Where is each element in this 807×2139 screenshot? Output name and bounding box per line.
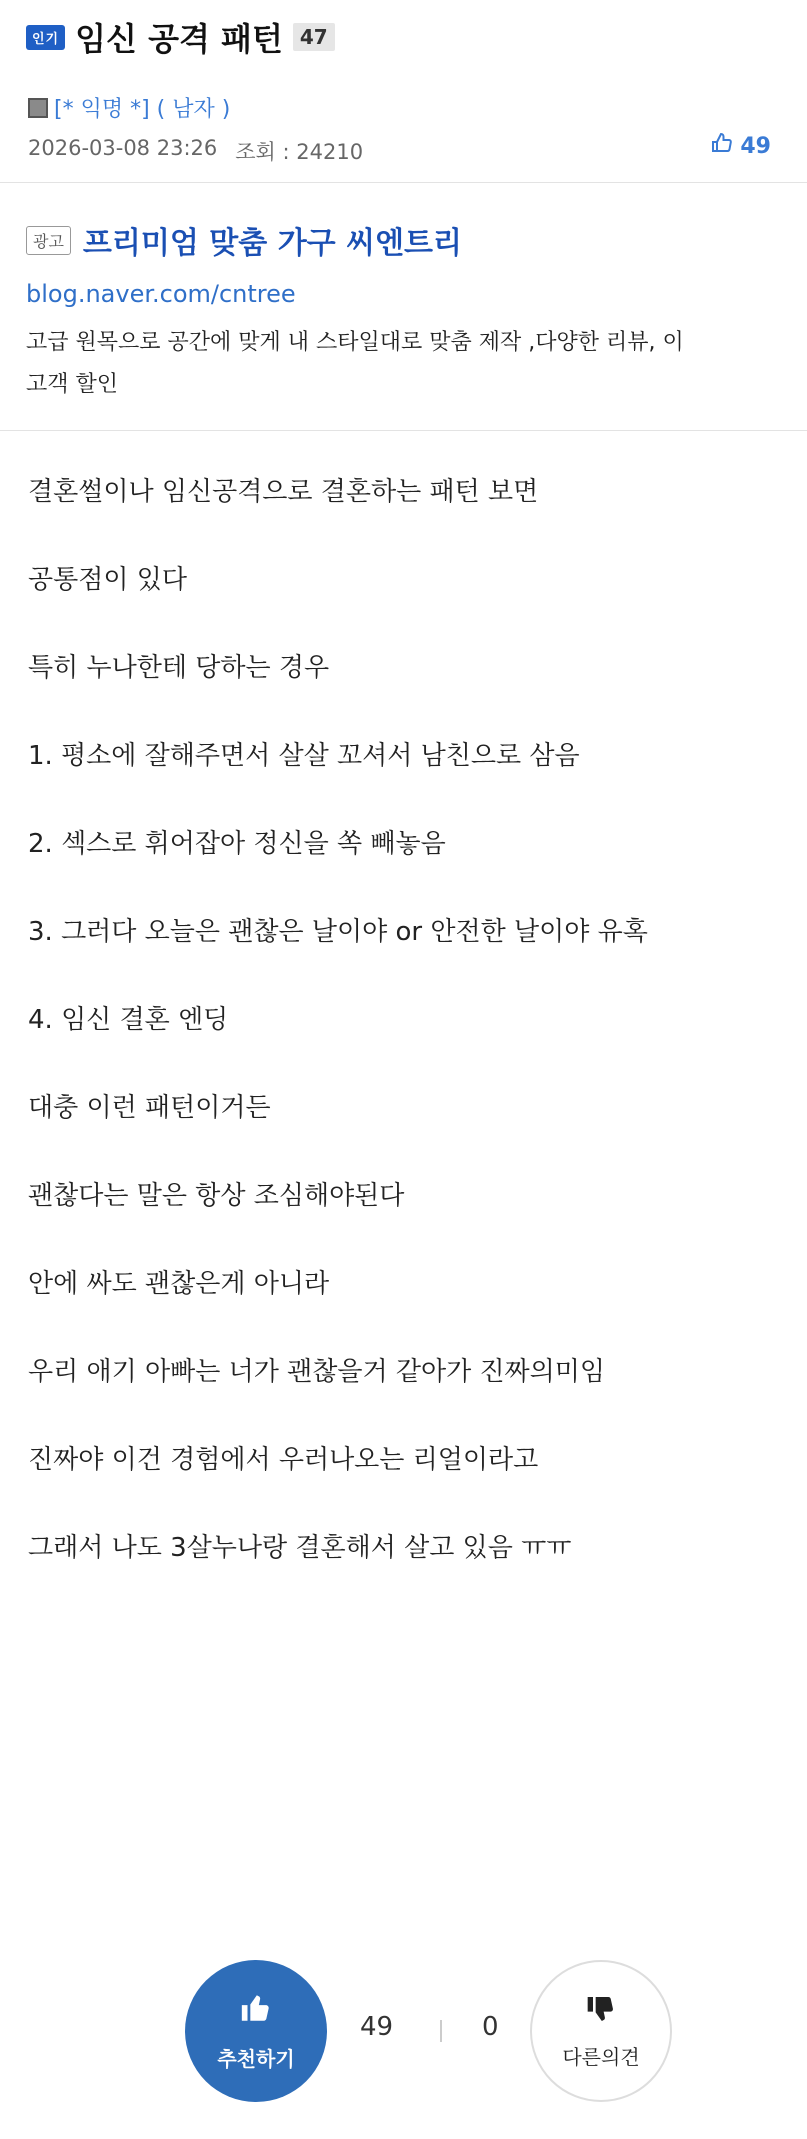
thumbs-up-outline-icon xyxy=(710,131,734,161)
ad-description-line: 고급 원목으로 공간에 맞게 내 스타일대로 맞춤 제작 ,다양한 리뷰, 이 xyxy=(26,330,684,355)
ad-title-link[interactable]: 프리미엄 맞춤 가구 씨엔트리 xyxy=(82,226,463,261)
thumbs-up-icon xyxy=(238,1991,274,2029)
content-paragraph: 우리 애기 아빠는 너가 괜찮을거 같아가 진짜의미임 xyxy=(28,1357,606,1387)
like-summary[interactable] xyxy=(710,131,771,161)
view-count: 조회 : 24210 xyxy=(235,140,364,164)
disagree-label: 다른의견 xyxy=(562,2044,640,2069)
disagree-button[interactable] xyxy=(530,1960,672,2102)
vote-divider xyxy=(440,2020,442,2042)
post-title: 임신 공격 패턴 xyxy=(75,20,283,58)
content-paragraph: 괜찮다는 말은 항상 조심해야된다 xyxy=(28,1181,405,1211)
like-count: 49 xyxy=(740,133,771,159)
content-paragraph: 결혼썰이나 임신공격으로 결혼하는 패턴 보면 xyxy=(28,477,539,507)
post-date: 2026-03-08 23:26 xyxy=(28,136,218,160)
hot-badge: 인기 xyxy=(26,25,65,50)
content-paragraph: 공통점이 있다 xyxy=(28,565,187,595)
recommend-label: 추천하기 xyxy=(217,2046,295,2071)
post-meta xyxy=(28,136,363,166)
ad-block[interactable] xyxy=(26,218,807,406)
content-paragraph: 1. 평소에 잘해주면서 살살 꼬셔서 남친으로 삼음 xyxy=(28,741,580,771)
recommend-count: 49 xyxy=(360,2012,394,2042)
disagree-count: 0 xyxy=(482,2012,499,2042)
vote-area xyxy=(0,1960,807,2120)
content-paragraph: 2. 섹스로 휘어잡아 정신을 쏙 빼놓음 xyxy=(28,829,446,859)
content-paragraph: 3. 그러다 오늘은 괜찮은 날이야 or 안전한 날이야 유혹 xyxy=(28,917,648,947)
title-row xyxy=(26,14,335,60)
author-name[interactable]: [* 익명 *] ( 남자 ) xyxy=(54,97,231,122)
ad-url-link[interactable]: blog.naver.com/cntree xyxy=(26,280,296,308)
recommend-button[interactable] xyxy=(185,1960,327,2102)
content-paragraph: 특히 누나한테 당하는 경우 xyxy=(28,653,330,683)
content-paragraph: 안에 싸도 괜찮은게 아니라 xyxy=(28,1269,330,1299)
content-paragraph: 대충 이런 패턴이거든 xyxy=(28,1093,271,1123)
content-paragraph: 그래서 나도 3살누나랑 결혼해서 살고 있음 ㅠㅠ xyxy=(28,1533,572,1563)
content-paragraph: 4. 임신 결혼 엔딩 xyxy=(28,1005,229,1035)
content-paragraph: 진짜야 이건 경험에서 우러나오는 리얼이라고 xyxy=(28,1445,539,1475)
ad-label: 광고 xyxy=(26,226,71,255)
post-content xyxy=(28,474,798,1618)
ad-divider xyxy=(0,430,807,431)
ad-description xyxy=(26,322,807,406)
header-divider xyxy=(0,182,807,183)
author-row[interactable] xyxy=(28,92,230,123)
comment-count-badge[interactable]: 47 xyxy=(293,23,335,51)
thumbs-down-icon xyxy=(584,1993,618,2029)
ad-title-row xyxy=(26,218,807,262)
author-avatar xyxy=(28,98,48,118)
ad-description-line: 고객 할인 xyxy=(26,372,119,397)
